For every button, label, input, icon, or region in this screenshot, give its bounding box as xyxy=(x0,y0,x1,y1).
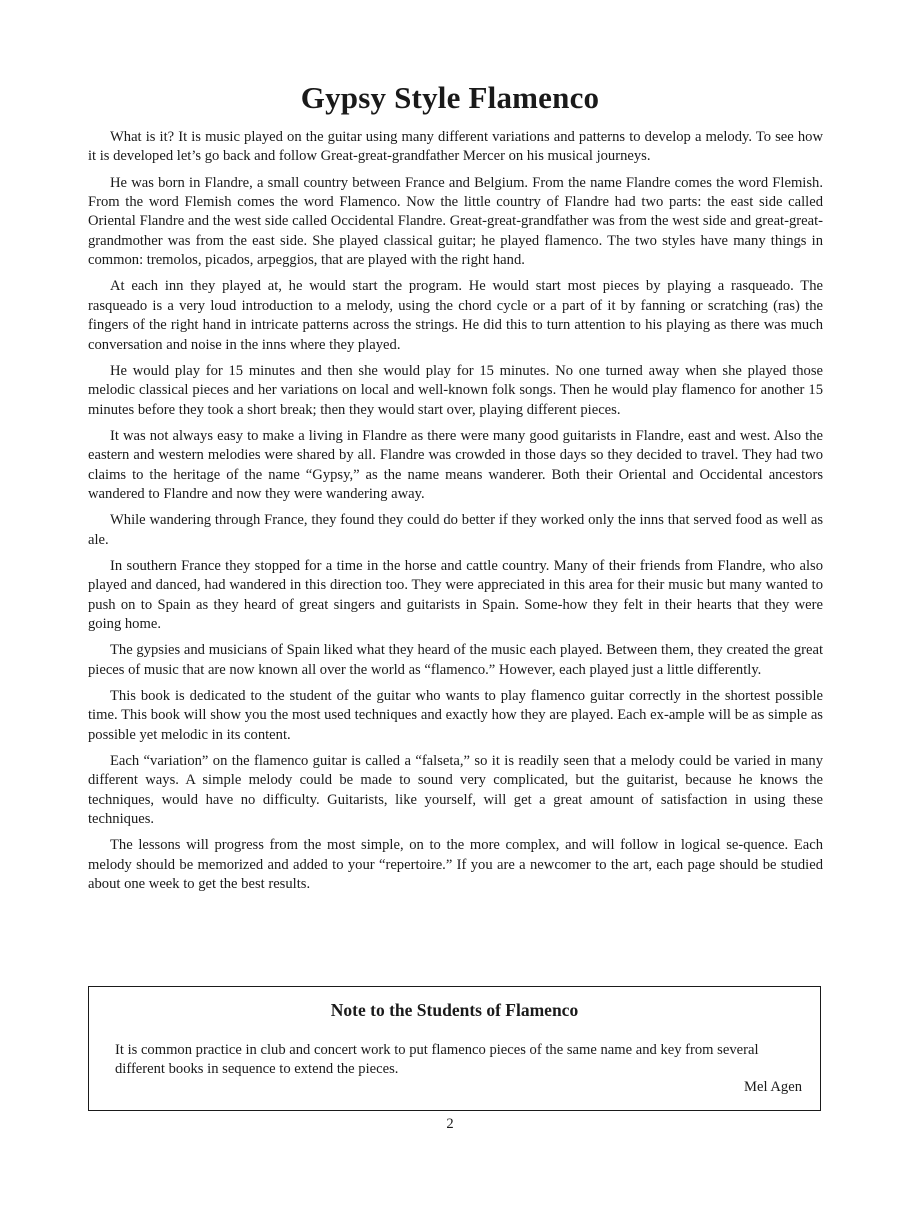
page-number: 2 xyxy=(446,1116,454,1132)
paragraph-7: In southern France they stopped for a time in the horse and cattle country. Many of their friends from Flandre, who also played and danced, had wandered in this direction too. They were appreciated in this area for their music but many wanted to push on to Spain as they heard of great singers and guitarists in Spain. Some-how they felt in their hearts that they were going home. xyxy=(88,557,823,633)
body-text xyxy=(88,128,823,901)
paragraph-8: The gypsies and musicians of Spain liked what they heard of the music each played. Between them, they created the great pieces of music that are now known all over the world as “flamenco.” However, each played just a little differently. xyxy=(88,642,823,678)
paragraph-4: He would play for 15 minutes and then she would play for 15 minutes. No one turned away when she played those melodic classical pieces and her variations on local and well-known folk songs. Then he would play flamenco for another 15 minutes before they took a short break; then they would start over, playing different pieces. xyxy=(88,362,823,418)
paragraph-10: Each “variation” on the flamenco guitar is called a “falseta,” so it is readily seen that a melody could be varied in many different ways. A simple melody could be made to sound very complicated, but the guitarist, because he knows the techniques, would have no difficulty. Guitarists, like yourself, will get a great amount of satisfaction in using these techniques. xyxy=(88,752,823,828)
note-box xyxy=(88,986,821,1111)
paragraph-6: While wandering through France, they found they could do better if they worked only the inns that served food as well as ale. xyxy=(88,512,823,548)
note-text: It is common practice in club and concert work to put flamenco pieces of the same name and key from several different books in sequence to extend the pieces. xyxy=(115,1042,759,1078)
paragraph-11: The lessons will progress from the most simple, on to the more complex, and will follow in logical se-quence. Each melody should be memorized and added to your “repertoire.” If you are a newcomer to the art, each page should be studied about one week to get the best results. xyxy=(88,837,823,893)
paragraph-9: This book is dedicated to the student of the guitar who wants to play flamenco guitar correctly in the shortest possible time. This book will show you the most used techniques and exactly how they are played. Each ex-ample will be as simple as possible yet melodic in its content. xyxy=(88,687,823,743)
note-title: Note to the Students of Flamenco xyxy=(330,1000,579,1020)
page-title: Gypsy Style Flamenco xyxy=(300,80,600,115)
paragraph-3: At each inn they played at, he would start the program. He would start most pieces by playing a rasqueado. The rasqueado is a very loud introduction to a melody, using the chord cycle or a part of it by fanning or scratching (ras) the fingers of the right hand in intricate patterns across the strings. He did this to turn attention to his playing as there was much conversation and noise in the inns where they played. xyxy=(88,278,823,353)
note-signature: Mel Agen xyxy=(744,1079,802,1095)
paragraph-2: He was born in Flandre, a small country between France and Belgium. From the name Flandre comes the word Flemish. From the word Flemish comes the word Flamenco. Now the little country of Flandre had two parts: the east side called Oriental Flandre and the west side called Occidental Flandre. Great-great-grandfather was from the west side and great-great-grandmother was from the east side. She played classical guitar; he played flamenco. The two styles have many things in common: tremolos, picados, arpeggios, that are played with the right hand. xyxy=(88,174,823,269)
paragraph-1: What is it? It is music played on the guitar using many different variations and patterns to develop a melody. To see how it is developed let’s go back and follow Great-great-grandfather Mercer on his musical journeys. xyxy=(88,129,823,165)
paragraph-5: It was not always easy to make a living in Flandre as there were many good guitarists in Flandre, east and west. Also the eastern and western melodies were shared by all. Flandre was crowded in those days so they decided to travel. They had two claims to the heritage of the name “Gypsy,” as the name means wanderer. Both their Oriental and Occidental ancestors wandered to Flandre and now they were wandering away. xyxy=(88,427,823,503)
